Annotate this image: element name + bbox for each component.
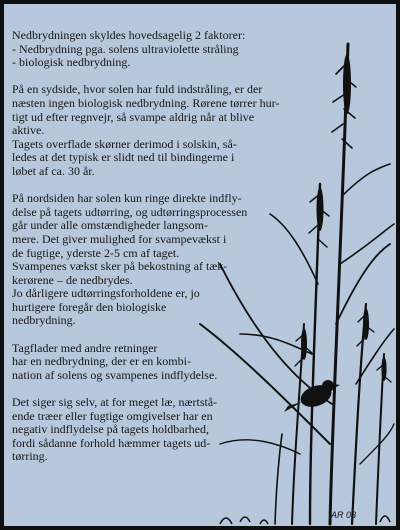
text-line: aktive. bbox=[12, 123, 45, 138]
text-line: har en nedbrydning, der er en kombi- bbox=[12, 354, 191, 369]
text-line: kerørene – de nedbrydes. bbox=[12, 272, 133, 287]
text-line: Det siger sig selv, at for meget læ, nærtstå- bbox=[12, 395, 218, 410]
text-line: de fugtige, yderste 2-5 cm af taget. bbox=[12, 245, 180, 260]
text-line: delse på tagets udtørring, og udtørringsprocessen bbox=[12, 204, 248, 219]
text-line: Jo dårligere udtørringsforholdene er, jo bbox=[12, 286, 200, 301]
text-line: - Nedbrydning pga. solens ultraviolette stråling bbox=[12, 41, 239, 56]
page bbox=[4, 4, 396, 526]
text-line: Svampenes vækst sker på bekostning af tæk- bbox=[12, 259, 228, 274]
text-line: fordi sådanne forhold hæmmer tagets ud- bbox=[12, 435, 211, 450]
artist-signature: AR 03 bbox=[331, 510, 357, 520]
text-line: På en sydside, hvor solen har fuld indstråling, er der bbox=[12, 82, 263, 97]
text-line: næsten ingen biologisk nedbrydning. Rørene tørrer hur- bbox=[12, 95, 280, 110]
text-line: - biologisk nedbrydning. bbox=[12, 55, 131, 70]
text-line: Tagets overflade skørner derimod i solskin, så- bbox=[12, 136, 237, 151]
text-line: På nordsiden har solen kun ringe direkte indfly- bbox=[12, 191, 242, 206]
text-line: Tagflader med andre retninger bbox=[12, 340, 158, 355]
text-line: hurtigere foregår den biologiske bbox=[12, 299, 167, 314]
text-line: negativ indflydelse på tagets holdbarhed, bbox=[12, 422, 209, 437]
reeds-with-bird-illustration bbox=[180, 24, 396, 526]
text-line: nation af solens og svampenes indflydelse. bbox=[12, 367, 218, 382]
text-line: løbet af ca. 30 år. bbox=[12, 163, 95, 178]
text-line: ledes at det typisk er slidt ned til bindingerne i bbox=[12, 150, 235, 165]
text-line: går under alle omstændigheder langsom- bbox=[12, 218, 208, 233]
text-line: mere. Det giver mulighed for svampevækst i bbox=[12, 231, 227, 246]
text-line: nedbrydning. bbox=[12, 313, 76, 328]
text-line: Nedbrydningen skyldes hovedsagelig 2 faktorer: bbox=[12, 28, 246, 42]
text-line: ende træer eller fugtige omgivelser har en bbox=[12, 408, 213, 423]
text-line: tigt ud efter regnvejr, så svampe aldrig når at blive bbox=[12, 109, 255, 124]
text-line: tørring. bbox=[12, 449, 48, 464]
